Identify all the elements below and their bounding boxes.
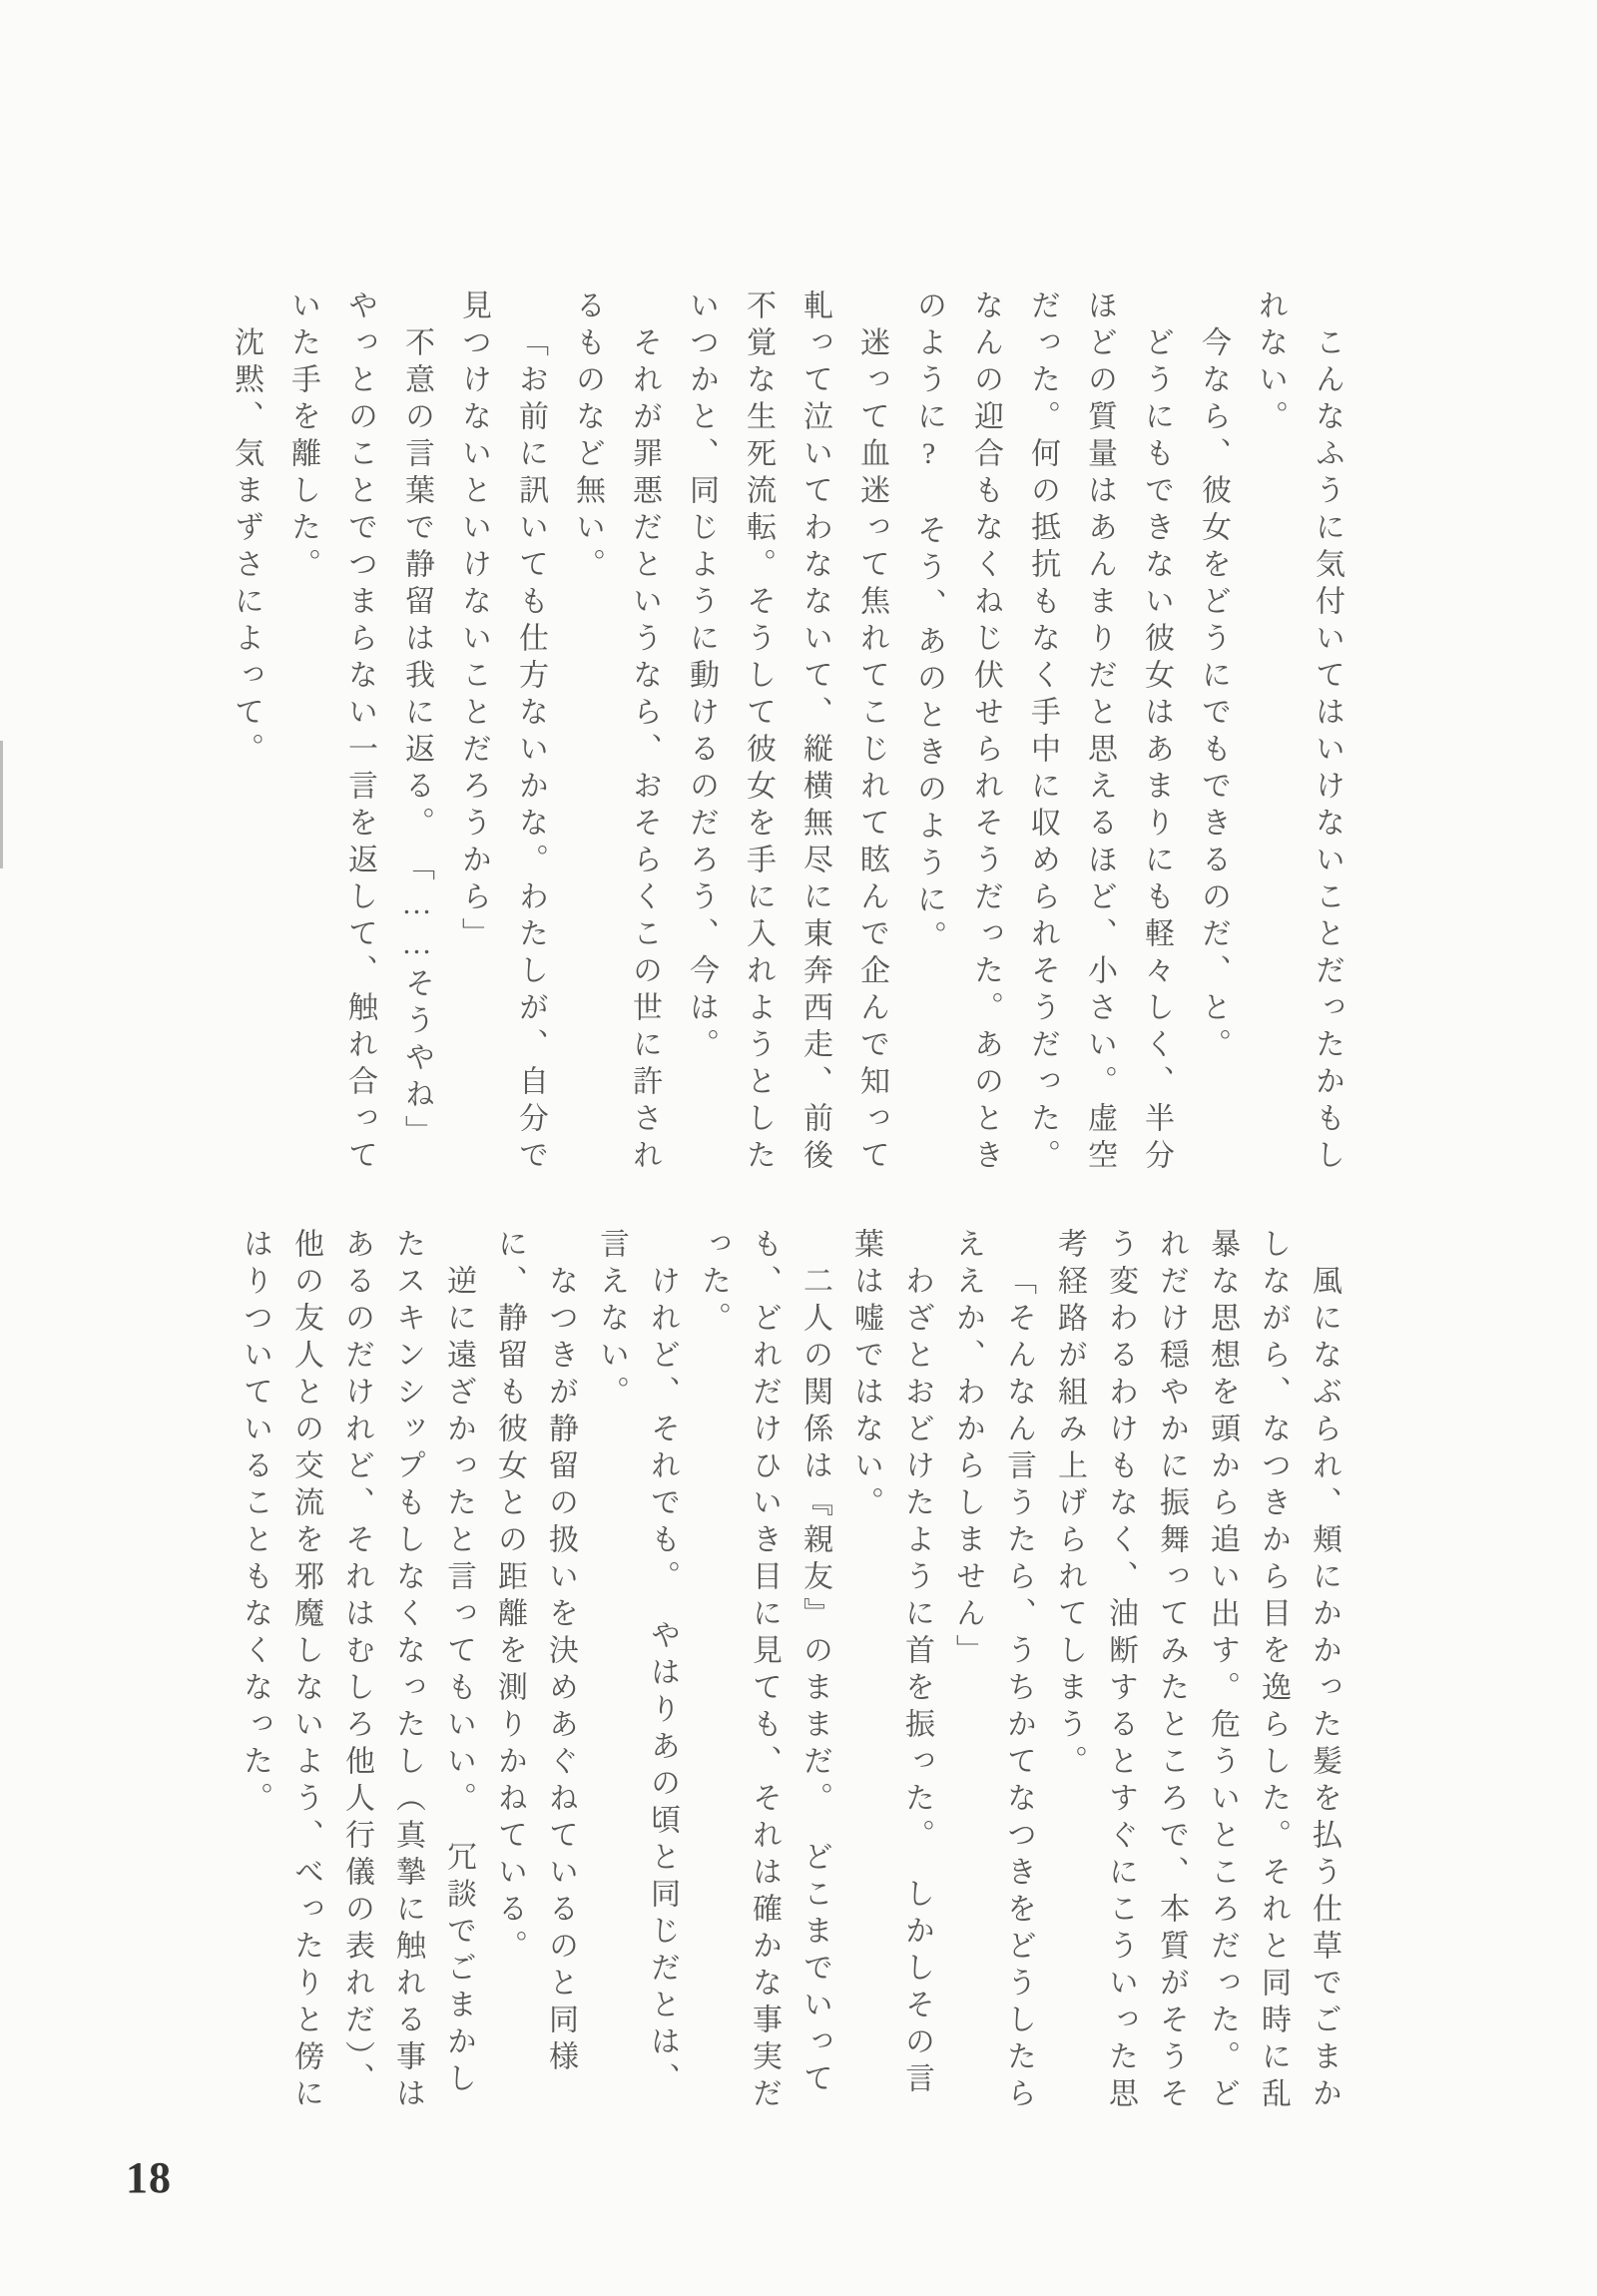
- paragraph: けれど、それでも。 やはりあの頃と同じだとは、言えない。: [595, 1228, 679, 2099]
- upper-text-block: [218, 289, 1355, 1180]
- paragraph: それが罪悪だというなら、おそらくこの世に許されるものなど無い。: [571, 289, 661, 1176]
- paragraph: わざとおどけたように首を振った。 しかしその言葉は嘘ではない。: [849, 1228, 933, 2099]
- paragraph: 「お前に訊いても仕方ないかな。わたしが、自分で見つけないといけないことだろうから」: [457, 289, 547, 1176]
- paragraph: 迷って血迷って焦れてこじれて眩んで企んで知って軋って泣いてわなないて、縦横無尽に東奔西走、前後不覚な生死流転。そうして彼女を手に入れようとしたいつかと、同じように動けるのだろう、今は。: [685, 289, 888, 1176]
- paragraph: 今なら、彼女をどうにでもできるのだ、と。: [1197, 326, 1230, 1065]
- page-number: 18: [126, 2153, 172, 2202]
- paragraph: どうにもできない彼女はあまりにも軽々しく、半分ほどの質量はあんまりだと思えるほど、小さい。虚空だった。何の抵抗もなく手中に収められそうだった。なんの迎合もなくねじ伏せられそうだった。あのときのように? そう、あのときのように。: [912, 289, 1173, 1176]
- scan-artifact-line: [0, 741, 3, 868]
- paragraph: こんなふうに気付いてはいけないことだったかもしれない。: [1254, 289, 1343, 1176]
- paragraph: なつきが静留の扱いを決めあぐねているのと同様に、静留も彼女との距離を測りかねている。: [493, 1228, 577, 2077]
- paragraph: 風になぶられ、頬にかかった髪を払う仕草でごまかしながら、なつきから目を逸らした。それと同時に乱暴な思想を頭から追い出す。危ういところだった。どれだけ穏やかに振舞ってみたところで、本質がそうそう変わるわけもなく、油断するとすぐにこういった思考経路が組み上げられてしまう。: [1053, 1228, 1340, 2114]
- paragraph: 不意の言葉で静留は我に返る。 「……そうやね」やっとのことでつまらない一言を返して、触れ合っていた手を離した。: [286, 289, 433, 1176]
- paragraph: 逆に遠ざかったと言ってもいい。 冗談でごまかしたスキンシップもしなくなったし（真摯に触れる事はあるのだけれど、それはむしろ他人行儀の表れだ）、他の友人との交流を邪魔しないよう、べったりと傍にはりついていることもなくなった。: [239, 1228, 475, 2114]
- lower-text-block: [230, 1228, 1349, 2118]
- paragraph: 沈黙、気まずさによって。: [230, 326, 263, 770]
- paragraph: 二人の関係は『親友』のままだ。 どこまでいっても、どれだけひいき目に見ても、それは確かな事実だった。: [697, 1228, 831, 2114]
- paragraph: 「そんなん言うたら、うちかてなつきをどうしたらええか、わからしません」: [951, 1228, 1035, 2114]
